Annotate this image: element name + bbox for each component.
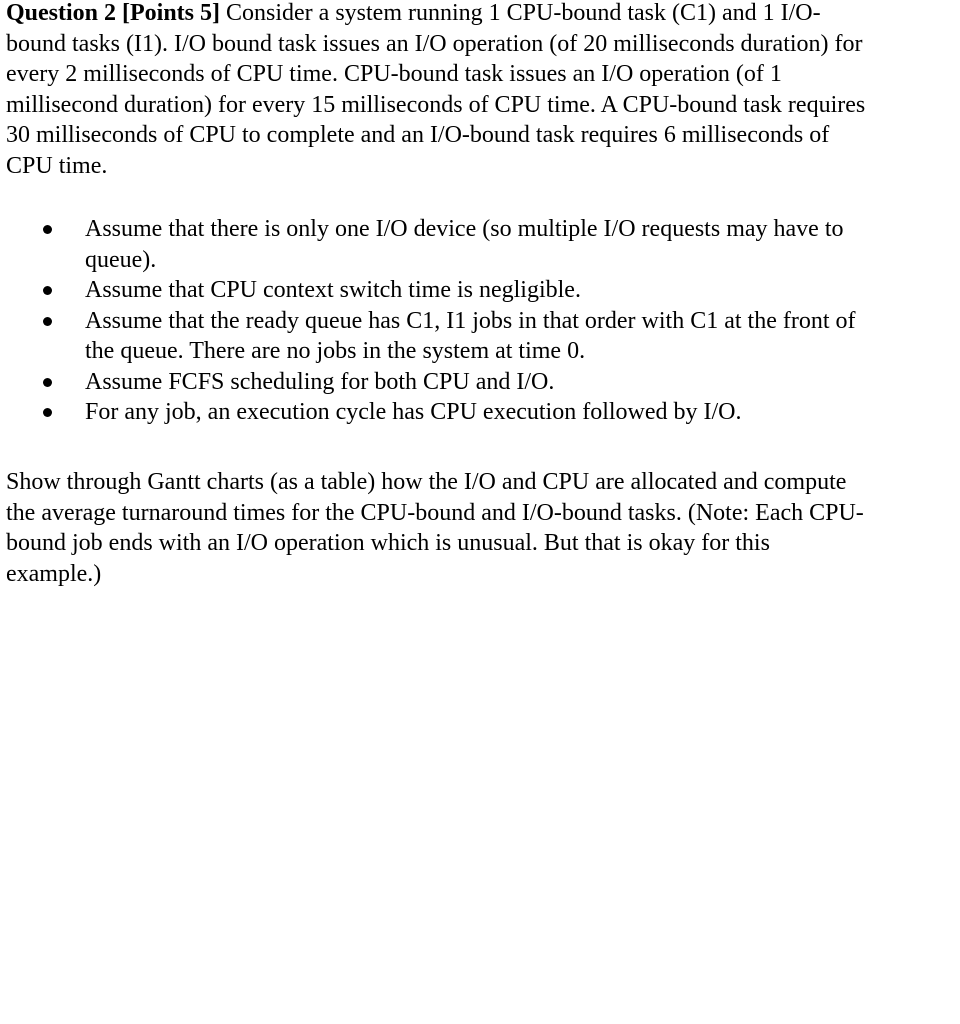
- assumptions-list: [0, 214, 856, 428]
- intro-line-5: 30 milliseconds of CPU to complete and an I/O-bound task requires 6 milliseconds of: [6, 122, 830, 148]
- intro-line-4: millisecond duration) for every 15 milliseconds of CPU time. A CPU-bound task requires: [6, 91, 866, 118]
- assumption-line: Assume that the ready queue has C1, I1 jobs in that order with C1 at the front of: [85, 307, 856, 334]
- assumption-item: [0, 367, 856, 398]
- assumption-item: [0, 306, 856, 367]
- assumption-line: the queue. There are no jobs in the system at time 0.: [85, 338, 586, 364]
- closing-line: bound job ends with an I/O operation which is unusual. But that is okay for this: [6, 530, 770, 556]
- assumption-line: For any job, an execution cycle has CPU execution followed by I/O.: [85, 399, 742, 425]
- closing-line: example.): [6, 560, 102, 587]
- closing-line: Show through Gantt charts (as a table) how the I/O and CPU are allocated and compute: [6, 469, 847, 495]
- assumption-item: [0, 275, 856, 306]
- assumption-item: [0, 397, 856, 428]
- intro-line-3: every 2 milliseconds of CPU time. CPU-bound task issues an I/O operation (of 1: [6, 61, 782, 87]
- intro-line-1-text: Consider a system running 1 CPU-bound task (C1) and 1 I/O-: [220, 0, 821, 26]
- bullet-icon: [43, 286, 52, 295]
- bullet-icon: [43, 317, 52, 326]
- question-instructions-paragraph: [6, 467, 864, 589]
- assumption-line: queue).: [85, 246, 157, 273]
- question-intro-paragraph: [6, 0, 865, 181]
- bullet-icon: [43, 378, 52, 387]
- question-heading: Question 2 [Points 5]: [6, 0, 221, 26]
- bullet-icon: [43, 408, 52, 417]
- intro-line-1: [6, 0, 865, 29]
- assumption-line: Assume that there is only one I/O device (so multiple I/O requests may have to: [85, 216, 844, 242]
- assumption-item: [0, 214, 856, 275]
- intro-line-2: bound tasks (I1). I/O bound task issues an I/O operation (of 20 milliseconds duration) for: [6, 30, 863, 57]
- intro-line-6: CPU time.: [6, 152, 108, 179]
- assumption-line: Assume FCFS scheduling for both CPU and I/O.: [85, 368, 555, 395]
- closing-line: the average turnaround times for the CPU-bound and I/O-bound tasks. (Note: Each CPU-: [6, 499, 864, 526]
- assumption-line: Assume that CPU context switch time is negligible.: [85, 277, 581, 303]
- bullet-icon: [43, 225, 52, 234]
